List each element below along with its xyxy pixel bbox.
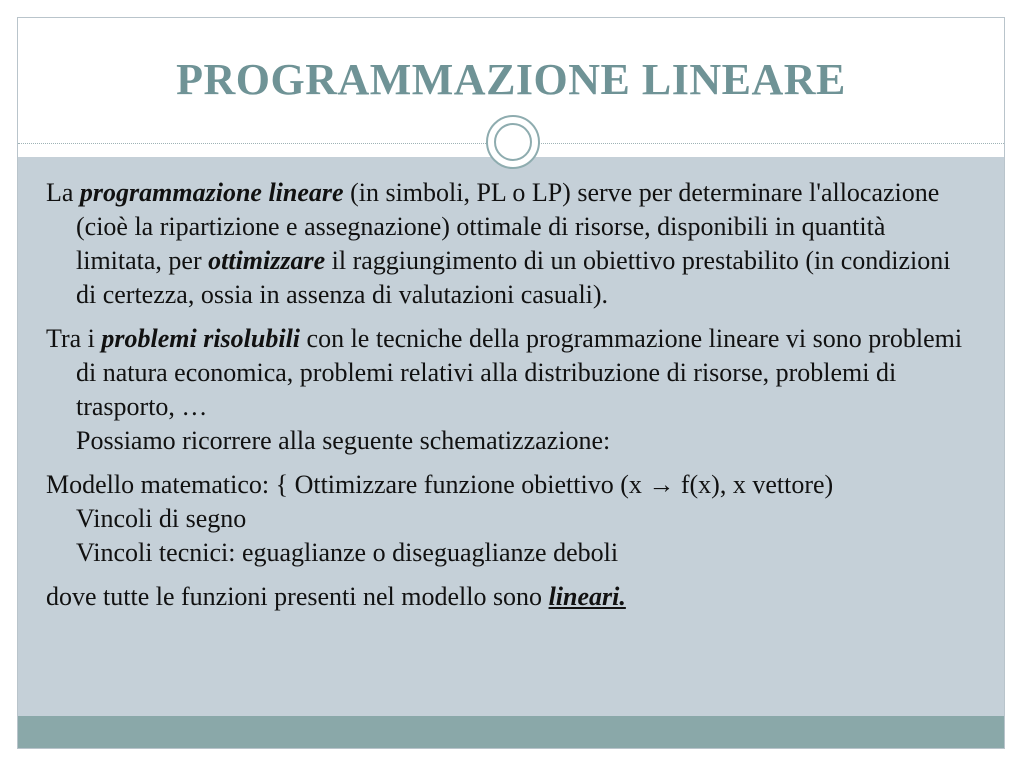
term-problemi-risolubili: problemi risolubili — [101, 324, 301, 353]
slide-body — [46, 176, 976, 624]
ring-inner — [494, 123, 532, 161]
slide — [17, 17, 1005, 749]
paragraph-definition — [46, 176, 976, 312]
term-lineari: lineari. — [548, 582, 626, 611]
paragraph-conclusion — [46, 580, 976, 614]
text: con le tecniche della programmazione lineare vi sono problemi di natura economica, problemi relativi alla distribuzione di risorse, problemi di trasporto, … — [76, 324, 963, 421]
text: il raggiungimento di un obiettivo prestabilito (in condizioni di certezza, ossia in assenza di valutazioni casuali). — [76, 246, 951, 309]
paragraph-model — [46, 468, 976, 570]
schematization-line: Possiamo ricorrere alla seguente schematizzazione: — [76, 426, 611, 455]
text: dove tutte le funzioni presenti nel modello sono — [46, 582, 549, 611]
constraint-technical: Vincoli tecnici: eguaglianze o diseguaglianze deboli — [76, 538, 619, 567]
text: La — [46, 178, 80, 207]
constraint-sign: Vincoli di segno — [76, 504, 247, 533]
ring-ornament-icon — [486, 115, 540, 169]
model-line: Modello matematico: { Ottimizzare funzione obiettivo (x → f(x), x vettore) — [46, 470, 834, 499]
paragraph-problems — [46, 322, 976, 458]
text: Tra i — [46, 324, 102, 353]
text: (in simboli, PL o LP) serve per determinare l'allocazione (cioè la ripartizione e assegnazione) ottimale di risorse, disponibili in quantità limitata, per — [76, 178, 940, 275]
slide-title: PROGRAMMAZIONE LINEARE — [176, 55, 846, 104]
footer-band — [18, 716, 1004, 748]
term-programmazione-lineare: programmazione lineare — [79, 178, 344, 207]
term-ottimizzare: ottimizzare — [208, 246, 326, 275]
